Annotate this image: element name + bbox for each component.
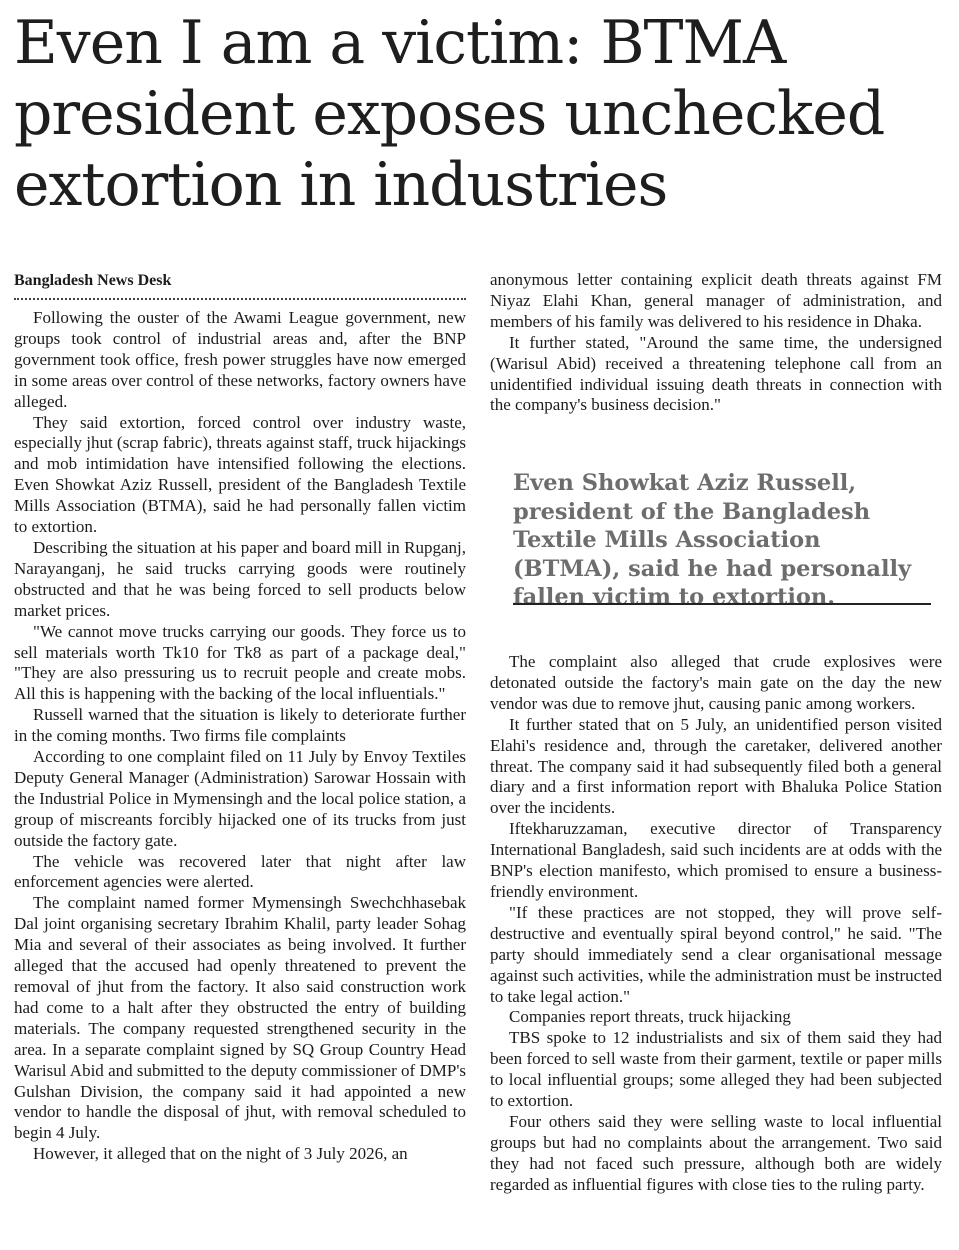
paragraph: The complaint named former Mymensingh Swechchhasebak Dal joint organising secretary Ibrahim Khalil, party leader Sohag Mia and several of their associates as being involved. It further alleged that the accused had openly threatened to prevent the removal of jhut from the factory. It also said construction work had come to a halt after they obstructed the entry of building materials. The company requested strengthened security in the area. In a separate complaint signed by SQ Group Country Head Warisul Abid and submitted to the deputy commissioner of DMP's Gulshan Division, the company said it had appointed a new vendor to handle the disposal of jhut, with removal scheduled to begin 4 July. bbox=[14, 893, 466, 1143]
right-column-bottom bbox=[490, 652, 942, 1196]
headline: Even I am a victim: BTMA president exposes unchecked extortion in industries bbox=[14, 8, 885, 220]
paragraph: Russell warned that the situation is likely to deteriorate further in the coming months. Two firms file complaints bbox=[14, 705, 466, 746]
paragraph: "If these practices are not stopped, they will prove self-destructive and eventually spiral beyond control," he said. "The party should immediately send a clear organisational message against such activities, while the administration must be instructed to take legal action." bbox=[490, 902, 942, 1006]
paragraph: The complaint also alleged that crude explosives were detonated outside the factory's main gate on the day the new vendor was due to remove jhut, causing panic among workers. bbox=[490, 652, 942, 713]
paragraph: TBS spoke to 12 industrialists and six of them said they had been forced to sell waste from their garment, textile or paper mills to local influential groups; some alleged they had been subjected to extortion. bbox=[490, 1028, 942, 1111]
paragraph: Following the ouster of the Awami League government, new groups took control of industrial areas and, after the BNP government took office, fresh power struggles have now emerged in some areas over control of these networks, factory owners have alleged. bbox=[14, 308, 466, 411]
byline: Bangladesh News Desk bbox=[14, 270, 466, 300]
paragraph: It further stated, "Around the same time, the undersigned (Warisul Abid) received a threatening telephone call from an unidentified individual issuing death threats in connection with the company's business decision." bbox=[490, 332, 942, 415]
paragraph: The vehicle was recovered later that night after law enforcement agencies were alerted. bbox=[14, 851, 466, 892]
subheading: Companies report threats, truck hijacking bbox=[509, 1007, 791, 1027]
pull-quote-rule bbox=[513, 603, 931, 605]
paragraph: They said extortion, forced control over industry waste, especially jhut (scrap fabric), threats against staff, truck hijackings and mob intimidation have intensified following the elections. Even Showkat Aziz Russell, president of the Bangladesh Textile Mills Association (BTMA), said he had personally fallen victim to extortion. bbox=[14, 412, 466, 537]
pull-quote: Even Showkat Aziz Russell, president of the Bangladesh Textile Mills Association (BTMA), said he had personally fallen victim to extortion. bbox=[513, 470, 912, 610]
right-column-top bbox=[490, 270, 942, 416]
paragraph: Four others said they were selling waste to local influential groups but had no complaints about the arrangement. Two said they had not faced such pressure, although both are widely regarded as influential figures with close ties to the ruling party. bbox=[490, 1111, 942, 1194]
paragraph: According to one complaint filed on 11 July by Envoy Textiles Deputy General Manager (Administration) Sarowar Hossain with the Industrial Police in Mymensingh and the local police station, a group of miscreants forcibly hijacked one of its trucks from just outside the factory gate. bbox=[14, 747, 466, 850]
paragraph: anonymous letter containing explicit death threats against FM Niyaz Elahi Khan, general manager of administration, and members of his family was delivered to his residence in Dhaka. bbox=[490, 270, 942, 331]
paragraph: Iftekharuzzaman, executive director of Transparency International Bangladesh, said such incidents are at odds with the BNP's election manifesto, which promised to ensure a business-friendly environment. bbox=[490, 819, 942, 901]
left-column bbox=[14, 270, 466, 1165]
paragraph: "We cannot move trucks carrying our goods. They force us to sell materials worth Tk10 for Tk8 as part of a package deal," "They are also pressuring us to recruit people and create mobs. All this is happening with the backing of the local influentials." bbox=[14, 621, 466, 704]
paragraph: It further stated that on 5 July, an unidentified person visited Elahi's residence and, through the caretaker, delivered another threat. The company said it had subsequently filed both a general diary and a first information report with Bhaluka Police Station over the incidents. bbox=[490, 714, 942, 818]
paragraph: Describing the situation at his paper and board mill in Rupganj, Narayanganj, he said trucks carrying goods were routinely obstructed and that he was being forced to sell products below market prices. bbox=[14, 537, 466, 620]
paragraph: However, it alleged that on the night of 3 July 2026, an bbox=[33, 1144, 408, 1164]
